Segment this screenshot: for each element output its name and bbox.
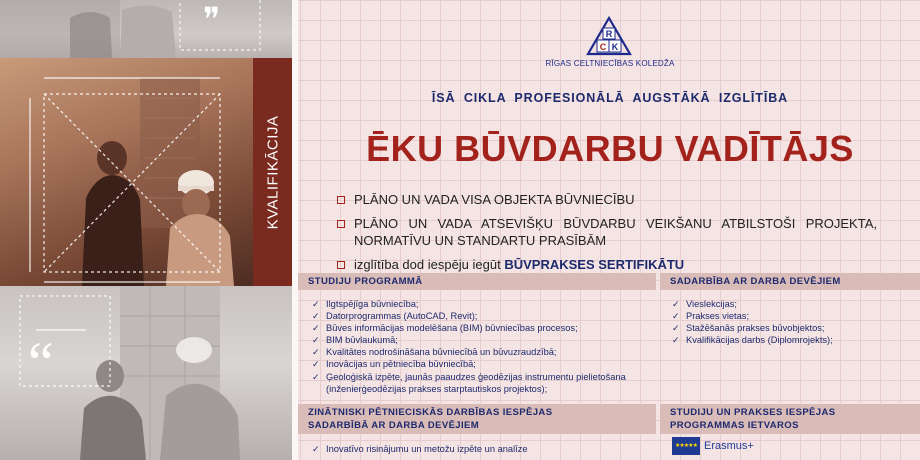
square-bullet-icon — [337, 220, 345, 228]
qualification-label: KVALIFIKĀCIJA — [264, 115, 282, 229]
square-bullet-icon — [337, 196, 345, 204]
check-icon: ✓ — [672, 323, 680, 334]
photo-bottom-workers — [0, 286, 292, 460]
list-item: ✓ Inovatīvo risinājumu un metožu izpēte un analīze — [312, 444, 528, 454]
list-item: ✓ Ilgtspējīga būvniecība; — [312, 299, 419, 309]
research-list — [312, 443, 652, 455]
check-icon: ✓ — [672, 311, 680, 322]
practice-abroad-heading: STUDIJU UN PRAKSES IESPĒJAS PROGRAMMAS IETVAROS — [660, 404, 920, 434]
erasmus-label: Erasmus+ — [704, 440, 754, 452]
list-item: ✓ Prakses vietas; — [672, 311, 750, 322]
check-icon: ✓ — [312, 323, 320, 334]
logo-letter-c: C — [599, 42, 607, 52]
program-title: ĒKU BŪVDARBU VADĪTĀJS — [366, 128, 854, 169]
study-program-heading: STUDIJU PROGRAMMĀ — [298, 273, 656, 290]
list-item: ✓ Kvalifikācijas darbs (Diplomrojekts); — [672, 335, 833, 346]
check-icon: ✓ — [312, 311, 320, 322]
list-item: ✓ Datorprogrammas (AutoCAD, Revit); — [312, 311, 478, 322]
photo-builders-orange — [0, 58, 253, 286]
check-icon: ✓ — [312, 335, 320, 346]
bullet-item: PLĀNO UN VADA ATSEVIŠĶU BŪVDARBU VEIKŠANU ATBILSTOŠI PROJEKTA, NORMATĪVU UN STANDARTU PRASĪBĀM — [337, 215, 877, 249]
square-bullet-icon — [337, 261, 345, 269]
photo-top-workers — [0, 0, 292, 58]
research-heading: ZINĀTNISKI PĒTNIECISKĀS DARBĪBAS IESPĒJAS SADARBĪBĀ AR DARBA DEVĒJIEM — [298, 404, 656, 434]
check-icon: ✓ — [312, 347, 320, 358]
eu-flag-icon: ★★★★★ — [672, 437, 700, 455]
logo-letter-k: K — [611, 42, 619, 52]
erasmus-logo — [672, 437, 754, 455]
study-program-list — [312, 298, 652, 395]
check-icon: ✓ — [312, 371, 320, 382]
photo-collage — [0, 0, 292, 460]
list-item: ✓ Stažēšanās prakses būvobjektos; — [672, 323, 825, 334]
check-icon: ✓ — [312, 359, 320, 370]
check-icon: ✓ — [672, 299, 680, 309]
divider-strip — [292, 0, 298, 460]
list-item: ✓ Būves informācijas modelēšana (BIM) būvniecības procesos; — [312, 323, 578, 334]
certificate-highlight: BŪVPRAKSES SERTIFIKĀTU — [504, 257, 685, 272]
check-icon: ✓ — [312, 444, 320, 454]
bullet-item: izglītība dod iespēju iegūt BŪVPRAKSES SERTIFIKĀTU — [337, 256, 877, 273]
list-item: ✓ BIM būvlaukumā; — [312, 335, 398, 346]
check-icon: ✓ — [672, 335, 680, 346]
employer-coop-heading: SADARBĪBA AR DARBA DEVĒJIEM — [660, 273, 920, 290]
qualification-bullets — [337, 191, 877, 280]
svg-text:“: “ — [28, 330, 54, 395]
employer-coop-list — [672, 298, 912, 346]
list-item: ✓ Vieslekcijas; — [672, 299, 737, 309]
list-item: ✓ Inovācijas un pētniecība būvniecībā; — [312, 359, 476, 370]
bullet-item: PLĀNO UN VADA VISA OBJEKTA BŪVNIECĪBU — [337, 191, 877, 208]
logo-letter-r: R — [605, 29, 613, 39]
list-item: ✓ Kvalitātes nodrošināšana būvniecībā un būvuzraudzībā; — [312, 347, 557, 358]
check-icon: ✓ — [312, 299, 320, 309]
college-name: RĪGAS CELTNIECĪBAS KOLEDŽA — [545, 59, 675, 68]
college-logo — [586, 16, 632, 56]
svg-text:❞: ❞ — [203, 1, 221, 37]
list-item: ✓ Ģeoloģiskā izpēte, jaunās paaudzes ģeodēzijas instrumentu pielietošana (inženierģeodēzijas prakses starptautiskos projektos); — [312, 371, 626, 394]
program-subtitle: ĪSĀ CIKLA PROFESIONĀLĀ AUGSTĀKĀ IZGLĪTĪBA — [431, 91, 789, 105]
